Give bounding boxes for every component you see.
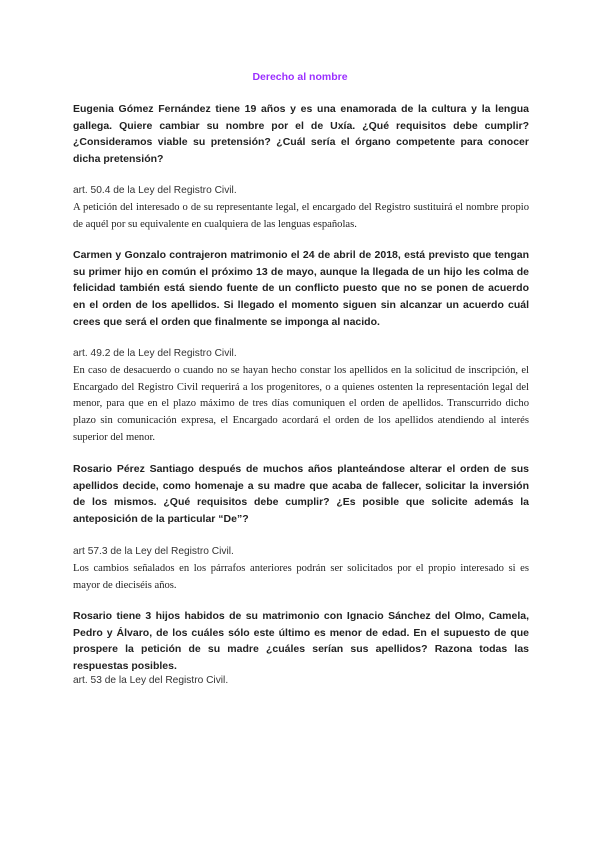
question-3: Rosario Pérez Santiago después de muchos años planteándose alterar el orden de sus apellidos decide, como homenaje a su madre que acaba de fallecer, solicitar la inversión de los mismos. ¿Qué requisitos debe cumplir? ¿Es posible que solicite además la anteposición de la particular “De”? bbox=[73, 463, 529, 526]
answer-2: En caso de desacuerdo o cuando no se hayan hecho constar los apellidos en la solicitud de inscripción, el Encargado del Registro Civil requerirá a los progenitores, o a quienes ostenten la representación legal del menor, para que en el plazo máximo de tres días comuniquen el orden de apellidos. Transcurrido dicho plazo sin comunicación expresa, el Encargado acordará el orden de los apellidos atendiendo al interés superior del menor. bbox=[73, 365, 529, 443]
question-2: Carmen y Gonzalo contrajeron matrimonio el 24 de abril de 2018, está previsto que tengan su primer hijo en común el próximo 13 de mayo, aunque la llegada de un hijo les colma de felicidad también está siendo fuente de un conflicto puesto que no se ponen de acuerdo en el orden de los apellidos. Si llegado el momento siguen sin alcanzar un acuerdo cuál crees que será el orden que finalmente se imponga al nacido. bbox=[73, 249, 529, 328]
question-1: Eugenia Gómez Fernández tiene 19 años y es una enamorada de la cultura y la lengua gallega. Quiere cambiar su nombre por el de Uxía. ¿Qué requisitos debe cumplir? ¿Consideramos viable su pretensión? ¿Cuál sería el órgano competente para conocer dicha pretensión? bbox=[73, 103, 529, 166]
answer-3: Los cambios señalados en los párrafos anteriores podrán ser solicitados por el propio interesado si es mayor de dieciséis años. bbox=[73, 563, 529, 591]
article-ref-3: art 57.3 de la Ley del Registro Civil. bbox=[73, 546, 234, 557]
article-ref-2: art. 49.2 de la Ley del Registro Civil. bbox=[73, 348, 237, 359]
question-4: Rosario tiene 3 hijos habidos de su matrimonio con Ignacio Sánchez del Olmo, Camela, Pedro y Álvaro, de los cuáles sólo este último es menor de edad. En el supuesto de que prospere la petición de su madre ¿cuáles serían sus apellidos? Razona todas las respuestas posibles. bbox=[73, 610, 529, 673]
document-title: Derecho al nombre bbox=[252, 71, 348, 83]
article-ref-4: art. 53 de la Ley del Registro Civil. bbox=[73, 675, 229, 686]
article-ref-1: art. 50.4 de la Ley del Registro Civil. bbox=[73, 185, 237, 196]
answer-1: A petición del interesado o de su representante legal, el encargado del Registro sustituirá el nombre propio de aquél por su equivalente en cualquiera de las lenguas españolas. bbox=[73, 202, 529, 230]
